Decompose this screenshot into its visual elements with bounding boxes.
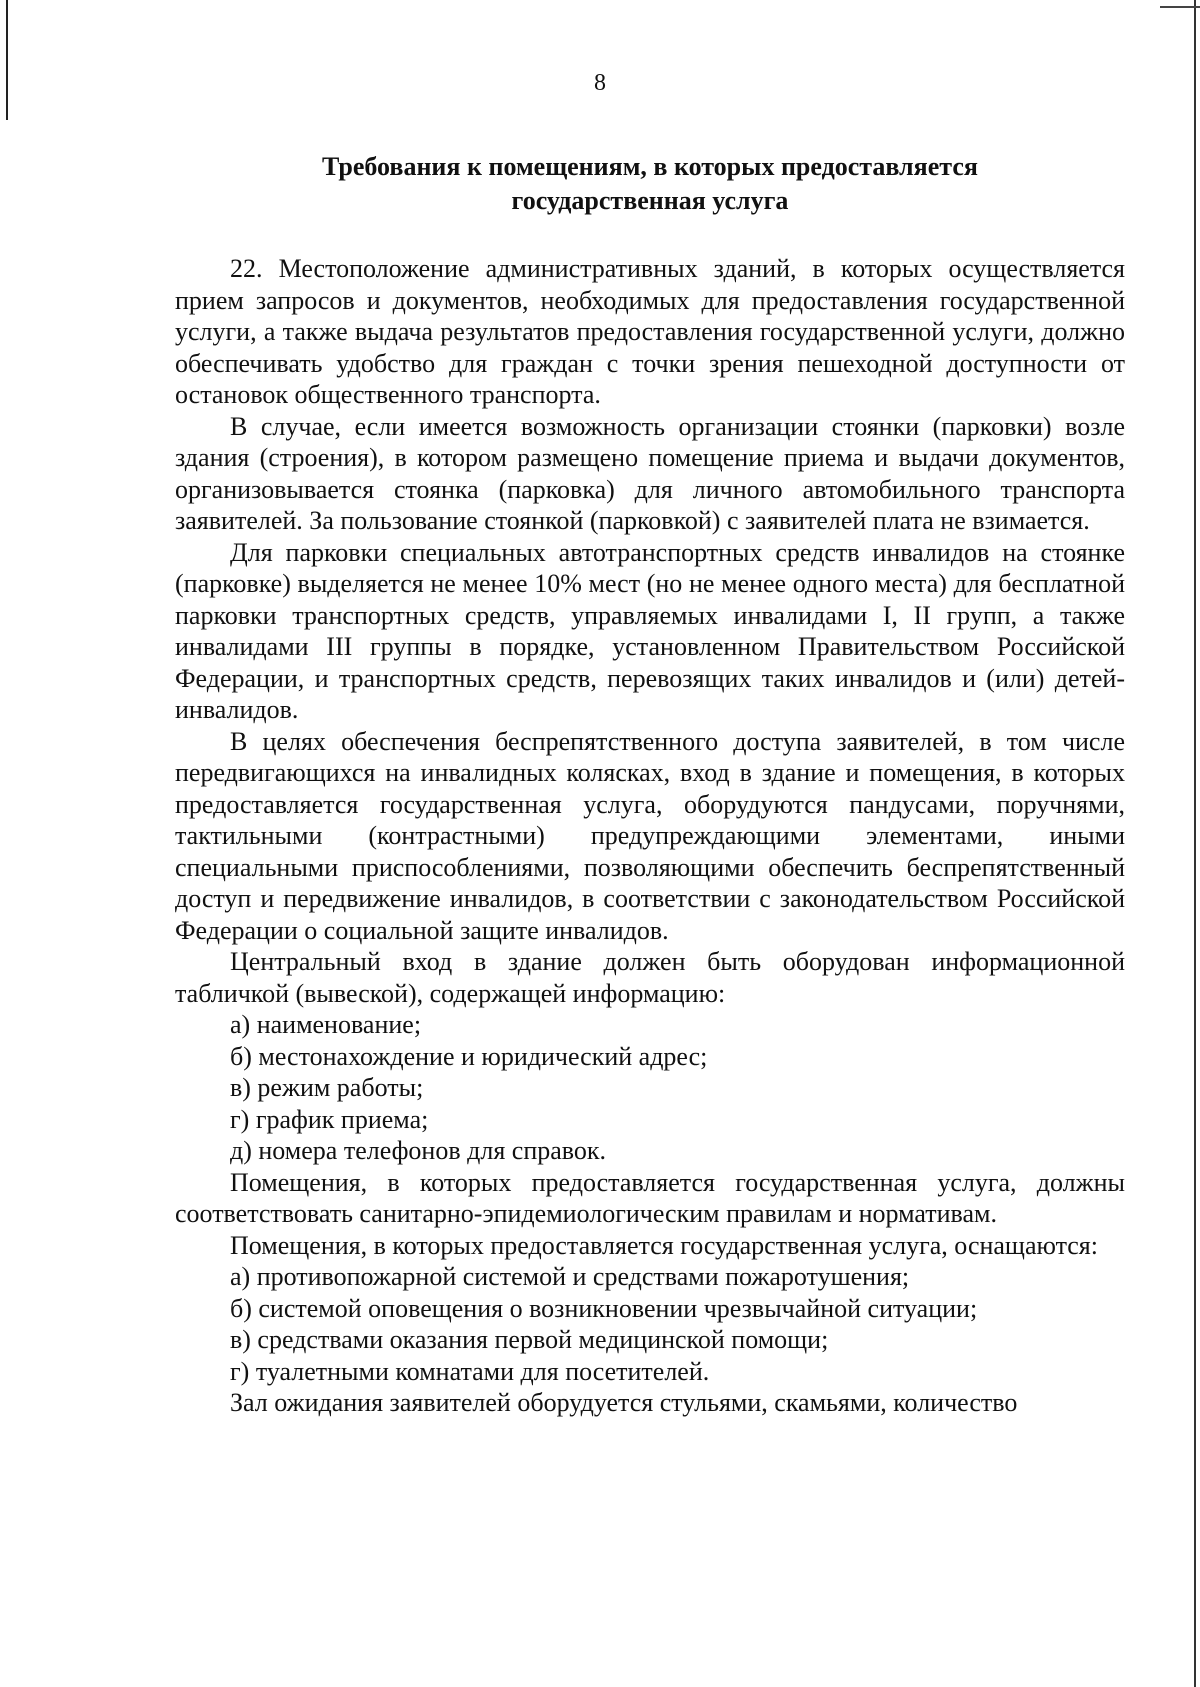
list-item-sign-b: б) местонахождение и юридический адрес; [230, 1041, 708, 1071]
scan-edge-left [6, 0, 8, 120]
scan-edge-right [1194, 0, 1196, 1687]
list-item-sign-c: в) режим работы; [230, 1073, 424, 1102]
list-item-equipment-b: б) системой оповещения о возникновении чрезвычайной ситуации; [230, 1293, 978, 1323]
paragraph-entrance-sign: Центральный вход в здание должен быть оборудован информационной табличкой (вывеской), содержащей информацию: [175, 947, 1125, 1008]
scan-edge-top-right [1160, 6, 1200, 8]
paragraph-sanitary: Помещения, в которых предоставляется государственная услуга, должны соответствовать санитарно-эпидемиологическим правилам и нормативам. [175, 1167, 1125, 1228]
section-title-line-2: государственная услуга [511, 186, 789, 215]
list-item-equipment-a: а) противопожарной системой и средствами пожаротушения; [230, 1262, 910, 1291]
section-title [175, 150, 1125, 218]
list-item-equipment-c: в) средствами оказания первой медицинской помощи; [230, 1325, 829, 1354]
document-body [175, 150, 1125, 1419]
page-number: 8 [594, 70, 606, 96]
list-item-equipment-d: г) туалетными комнатами для посетителей. [230, 1356, 710, 1386]
list-item-sign-e: д) номера телефонов для справок. [230, 1136, 606, 1165]
paragraph-disabled-parking: Для парковки специальных автотранспортных средств инвалидов на стоянке (парковке) выделяется не менее 10% мест (но не менее одного места) для бесплатной парковки транспортных средств, управляемых инвалидами I, II групп, а также инвалидами III группы в порядке, установленном Правительством Российской Федерации, и транспортных средств, перевозящих таких инвалидов и (или) детей-инвалидов. [175, 537, 1125, 724]
paragraph-equipment: Помещения, в которых предоставляется государственная услуга, оснащаются: [230, 1230, 1098, 1260]
section-title-line-1: Требования к помещениям, в которых предоставляется [322, 152, 978, 181]
paragraph-accessibility: В целях обеспечения беспрепятственного доступа заявителей, в том числе передвигающихся на инвалидных колясках, вход в здание и помещения, в которых предоставляется государственная услуга, оборудуются пандусами, поручнями, тактильными (контрастными) предупреждающими элементами, иными специальными приспособлениями, позволяющими обеспечить беспрепятственный доступ и передвижение инвалидов, в соответствии с законодательством Российской Федерации о социальной защите инвалидов. [175, 726, 1125, 945]
list-item-sign-d: г) график приема; [230, 1104, 429, 1134]
paragraph-parking: В случае, если имеется возможность организации стоянки (парковки) возле здания (строения), в котором размещено помещение приема и выдачи документов, организовывается стоянка (парковка) для личного автомобильного транспорта заявителей. За пользование стоянкой (парковкой) с заявителей плата не взимается. [175, 411, 1125, 535]
paragraph-waiting-room: Зал ожидания заявителей оборудуется стульями, скамьями, количество [230, 1388, 1018, 1417]
paragraph-22: 22. Местоположение административных зданий, в которых осуществляется прием запросов и документов, необходимых для предоставления государственной услуги, а также выдача результатов предоставления государственной услуги, должно обеспечивать удобство для граждан с точки зрения пешеходной доступности от остановок общественного транспорта. [175, 254, 1125, 409]
list-item-sign-a: а) наименование; [230, 1010, 422, 1039]
